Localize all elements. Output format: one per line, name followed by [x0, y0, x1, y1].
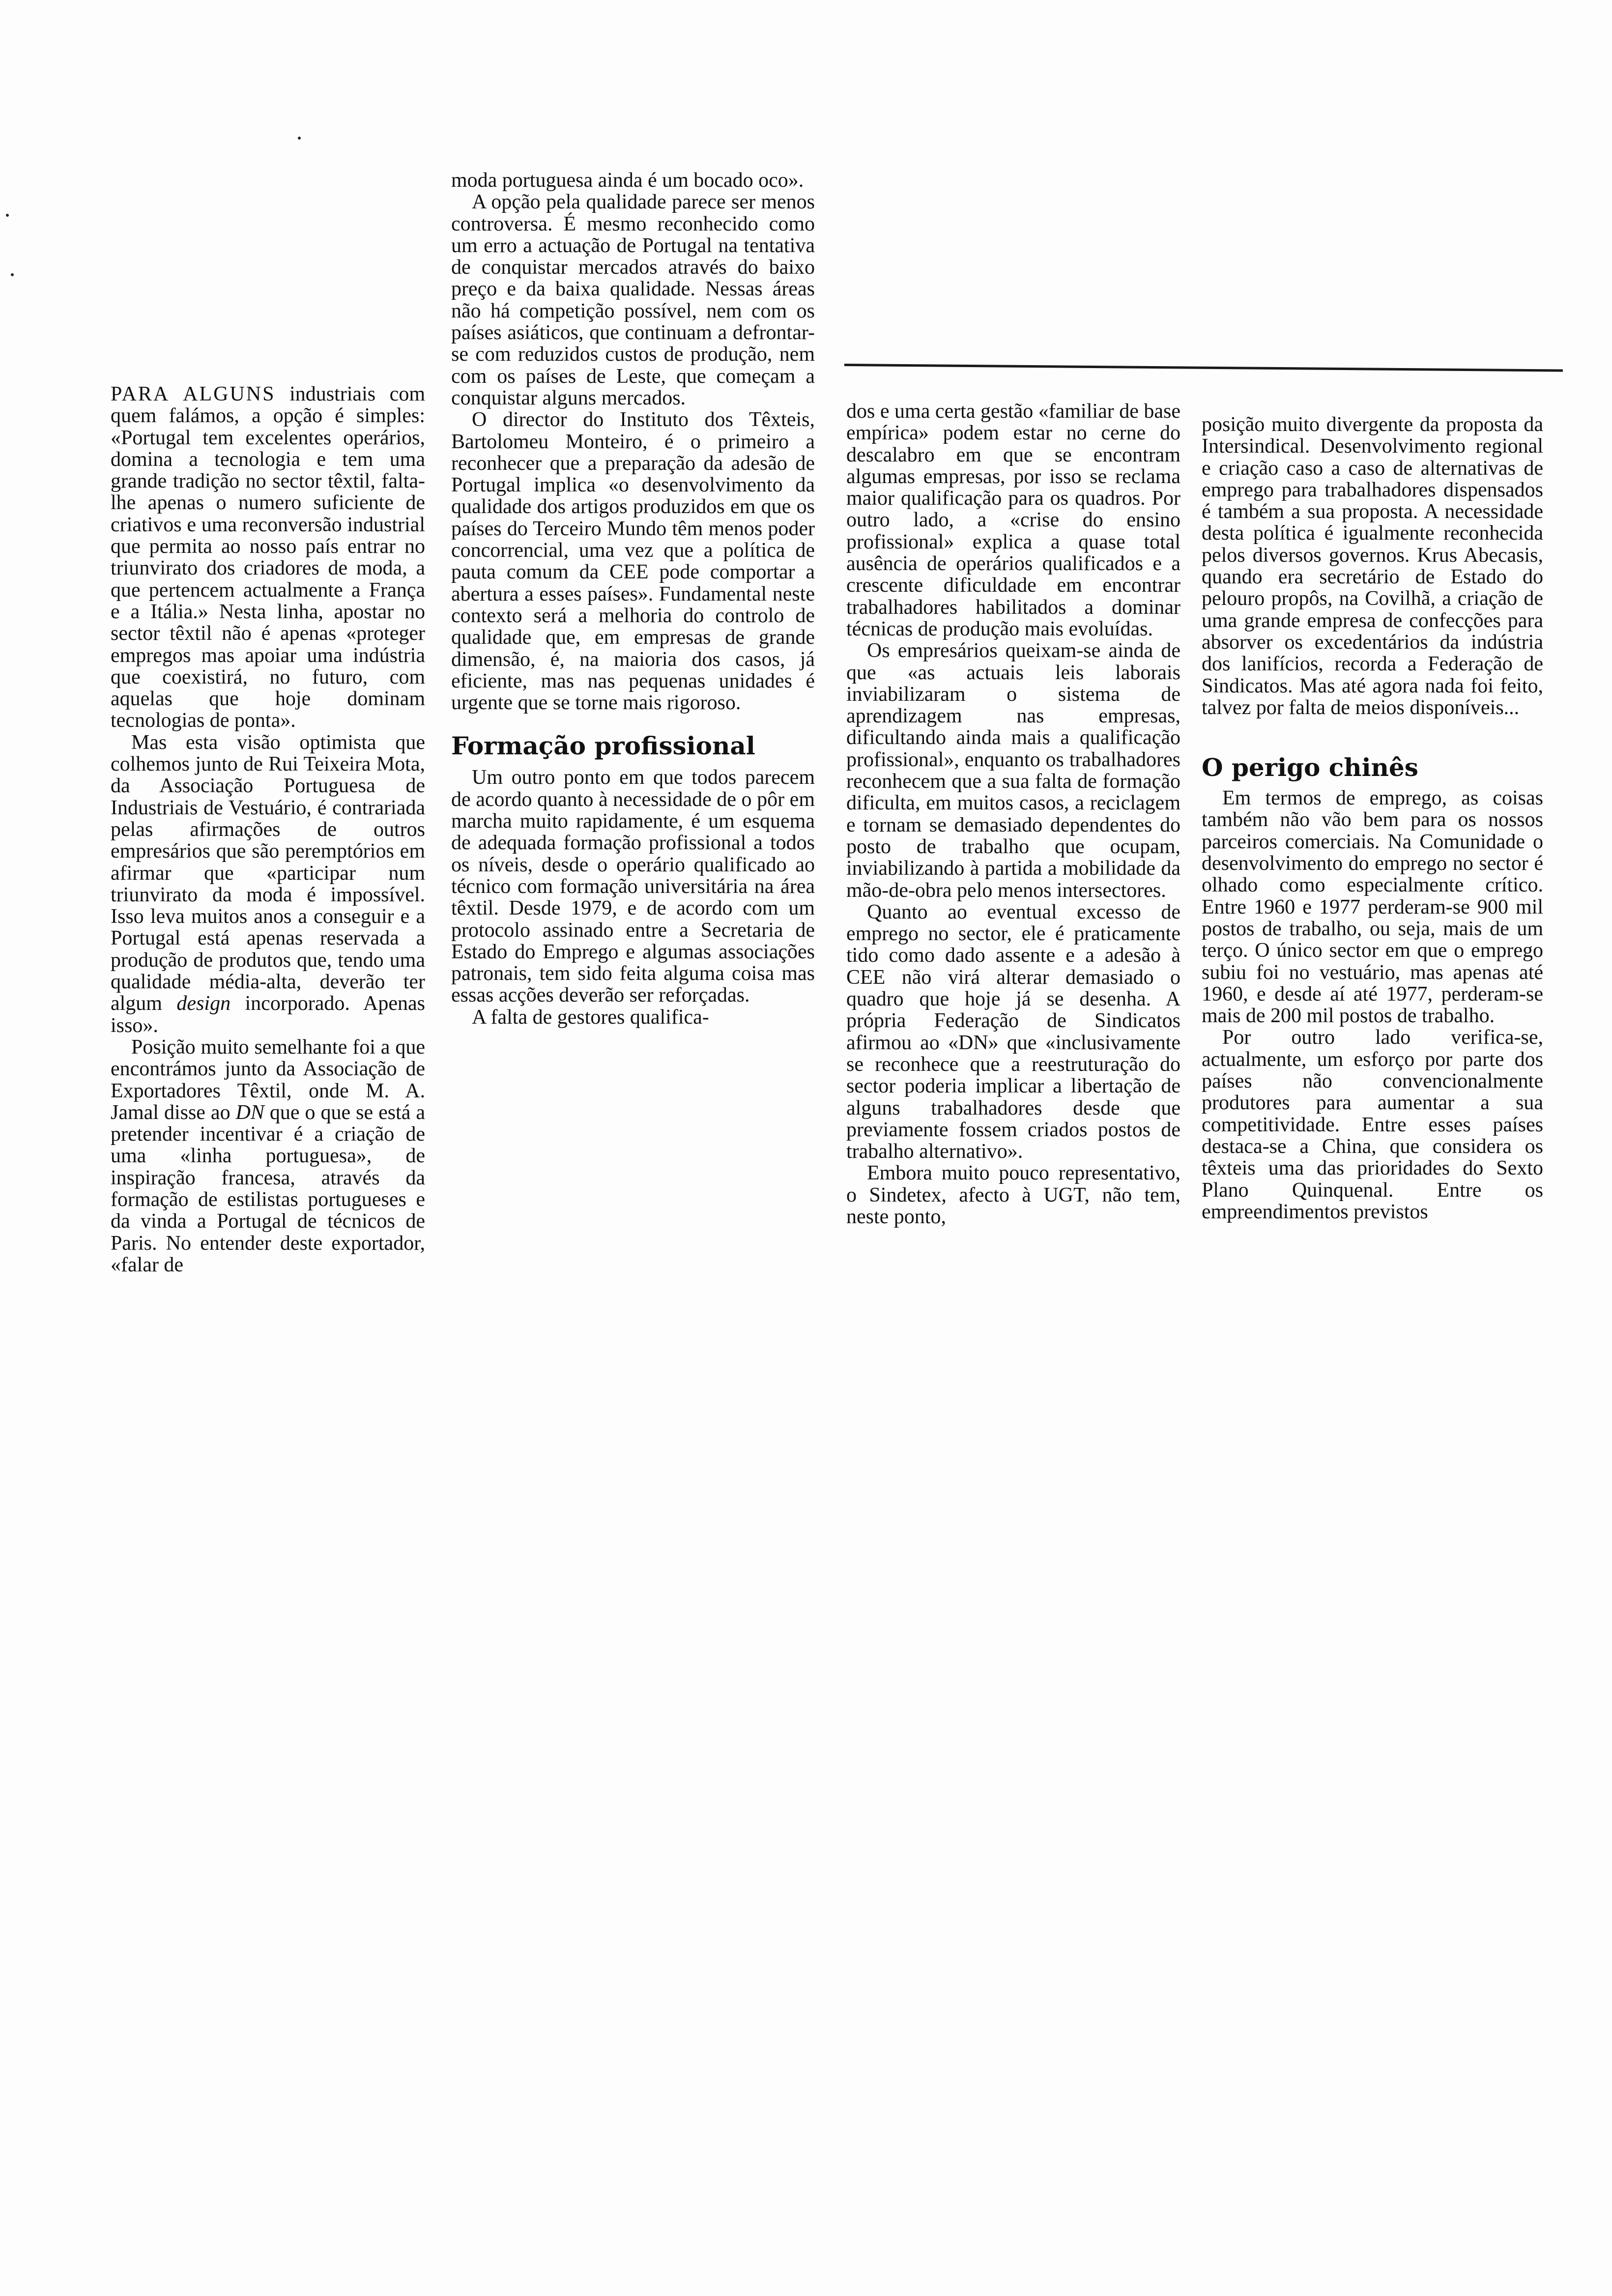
- paragraph: A opção pela qualidade parece ser menos controversa. É mesmo reconhecido como um erro a actuação de Portugal na tentativa de conquistar mercados através do baixo preço e da baixa qualidade. Nessas áreas não há competição possível, nem com os países asiáticos, que continuam a defrontar-se com reduzidos custos de produção, nem com os países de Leste, que começam a conquistar alguns mercados.: [451, 191, 815, 409]
- article-column-3: [846, 401, 1180, 1228]
- column-divider-rule: [844, 364, 1563, 372]
- article-column-1: [111, 383, 425, 1276]
- paragraph: Posição muito semelhante foi a que encontrámos junto da Associação de Exportadores Têxtil, onde M. A. Jamal disse ao DN que o que se está a pretender incentivar é a criação de uma «linha portuguesa», de inspiração francesa, através da formação de estilistas portugueses e da vinda a Portugal de técnicos de Paris. No entender deste exportador, «falar de: [111, 1035, 425, 1276]
- paragraph: Embora muito pouco representativo, o Sindetex, afecto à UGT, não tem, neste ponto,: [846, 1162, 1180, 1228]
- paragraph: Um outro ponto em que todos parecem de acordo quanto à necessidade de o pôr em marcha muito rapidamente, é um esquema de adequada formação profissional a todos os níveis, desde o operário qualificado ao técnico com formação universitária na área têxtil. Desde 1979, e de acordo com um protocolo assinado entre a Secretaria de Estado do Emprego e algumas associações patronais, tem sido feita alguma coisa mas essas acções deverão ser reforçadas.: [451, 766, 815, 1007]
- paragraph: O director do Instituto dos Têxteis, Bartolomeu Monteiro, é o primeiro a reconhecer que a preparação da adesão de Portugal implica «o desenvolvimento da qualidade dos artigos produzidos em que os países do Terceiro Mundo têm menos poder concorrencial, uma vez que a política de pauta comum da CEE pode comportar a abertura a esses países». Fundamental neste contexto será a melhoria do controlo de qualidade que, em empresas de grande dimensão, é, na maioria dos casos, já eficiente, mas nas pequenas unidades é urgente que se torne mais rigoroso.: [451, 408, 815, 715]
- paragraph: Por outro lado verifica-se, actualmente, um esforço por parte dos países não convencionalmente produtores para aumentar a sua competitividade. Entre esses países destaca-se a China, que considera os têxteis uma das prioridades do Sexto Plano Quinquenal. Entre os empreendimentos previstos: [1202, 1026, 1543, 1223]
- paragraph: Quanto ao eventual excesso de emprego no sector, ele é praticamente tido como dado assente e a adesão à CEE não virá alterar demasiado o quadro que hoje já se desenha. A própria Federação de Sindicatos afirmou ao «DN» que «inclusivamente se reconhece que a reestruturação do sector poderia implicar a libertação de alguns trabalhadores desde que previamente fossem criados postos de trabalho alternativo».: [846, 900, 1180, 1163]
- paragraph: Mas esta visão optimista que colhemos junto de Rui Teixeira Mota, da Associação Portuguesa de Industriais de Vestuário, é contrariada pelas afirmações de outros empresários que são peremptórios em afirmar que «participar num triunvirato da moda é impossível. Isso leva muitos anos a conseguir e a Portugal está apenas reservada a produção de produtos que, tendo uma qualidade média-alta, deverão ter algum design incorporado. Apenas isso».: [111, 731, 425, 1037]
- scan-speck: [298, 137, 301, 140]
- section-heading: O perigo chinês: [1202, 753, 1418, 782]
- paragraph: Em termos de emprego, as coisas também não vão bem para os nossos parceiros comerciais. Na Comunidade o desenvolvimento do emprego no sector é olhado como especialmente crítico. Entre 1960 e 1977 perderam-se 900 mil postos de trabalho, ou seja, mais de um terço. O único sector em que o emprego subiu foi no vestuário, mas apenas até 1960, e desde aí até 1977, perderam-se mais de 200 mil postos de trabalho.: [1202, 787, 1543, 1028]
- scan-speck: [11, 273, 14, 276]
- paragraph: PARA ALGUNS industriais com quem falámos, a opção é simples: «Portugal tem excelentes operários, domina a tecnologia e tem uma grande tradição no sector têxtil, falta-lhe apenas o numero suficiente de criativos e uma reconversão industrial que permita ao nosso país entrar no triunvirato dos criadores de moda, a que pertencem actualmente a França e a Itália.» Nesta linha, apostar no sector têxtil não é apenas «proteger empregos mas apoiar uma indústria que coexistirá, no futuro, com aquelas que hoje dominam tecnologias de ponta».: [111, 383, 425, 732]
- paragraph: A falta de gestores qualifica-: [472, 1005, 709, 1029]
- paragraph: moda portuguesa ainda é um bocado oco».: [451, 169, 804, 192]
- article-column-4: [1202, 414, 1543, 1223]
- paragraph: Os empresários queixam-se ainda de que «as actuais leis laborais inviabilizaram o sistema de aprendizagem nas empresas, dificultando ainda mais a qualificação profissional», enquanto os trabalhadores reconhecem que a sua falta de formação dificulta, em muitos casos, a reciclagem e tornam se demasiado dependentes do posto de trabalho que ocupam, inviabilizando à partida a mobilidade da mão-de-obra pelo menos intersectores.: [846, 639, 1180, 902]
- lead-in: PARA ALGUNS: [111, 383, 276, 405]
- scan-speck: [6, 214, 9, 217]
- paragraph: dos e uma certa gestão «familiar de base empírica» podem estar no cerne do descalabro em que se encontram algumas empresas, por isso se reclama maior qualificação para os quadros. Por outro lado, a «crise do ensino profissional» explica a quase total ausência de operários qualificados e a crescente dificuldade em encontrar trabalhadores habilitados a dominar técnicas de produção mais evoluídas.: [846, 400, 1180, 640]
- article-column-2: [451, 170, 815, 1028]
- section-heading: Formação profissional: [451, 731, 755, 761]
- paragraph: posição muito divergente da proposta da Intersindical. Desenvolvimento regional e criação caso a caso de alternativas de emprego para trabalhadores dispensados é também a sua proposta. A necessidade desta política é igualmente reconhecida pelos diversos governos. Krus Abecasis, quando era secretário de Estado do pelouro propôs, na Covilhã, a criação de uma grande empresa de confecções para absorver os excedentários da indústria dos lanifícios, recorda a Federação de Sindicatos. Mas até agora nada foi feito, talvez por falta de meios disponíveis...: [1202, 413, 1543, 719]
